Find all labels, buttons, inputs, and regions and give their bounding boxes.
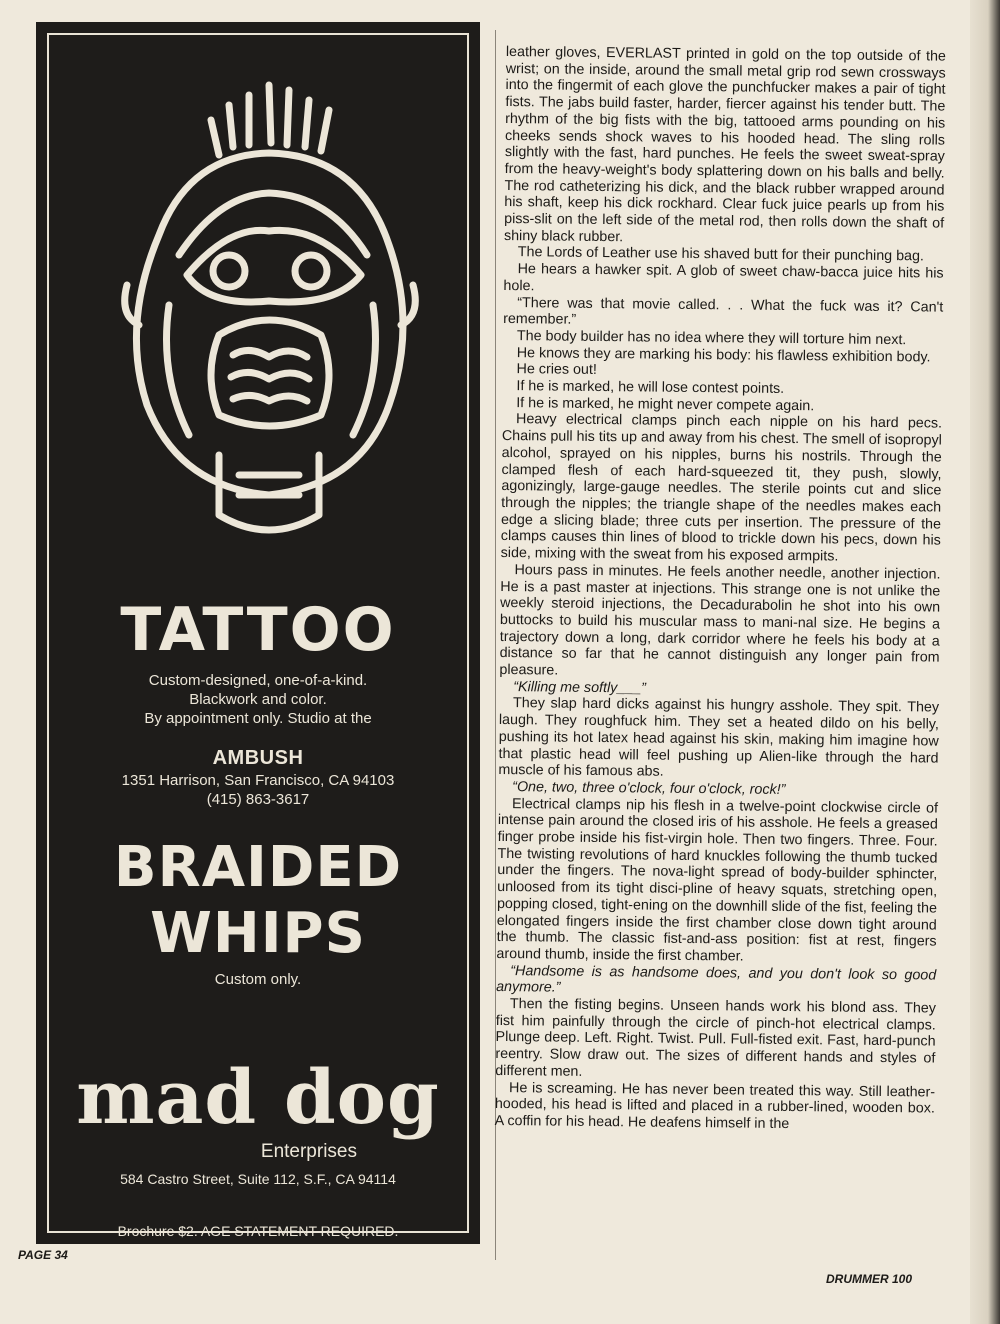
tattoo-line: Custom-designed, one-of-a-kind. xyxy=(148,672,368,689)
enterprises-label: Enterprises xyxy=(260,1141,357,1162)
story-paragraph: They slap hard dicks against his hungry asshole. They spit. They laugh. They roughfuck him. They set a heated dildo on his belly, pushing its hot latex head against his skin, making him imagine how that plastic head will feel pushing up Alien-like through the hard muscle of his famous abs. xyxy=(498,695,940,780)
story-paragraph: He hears a hawker spit. A glob of sweet chaw-bacca juice hits his hole. xyxy=(503,261,944,295)
company-address: 584 Castro Street, Suite 112, S.F., CA 94114 xyxy=(120,1171,396,1187)
whips-heading-line: BRAIDED xyxy=(113,835,403,900)
ad-border xyxy=(47,33,469,1239)
whips-heading xyxy=(49,835,467,967)
story-paragraph: Hours pass in minutes. He feels another needle, another injection. He is a past master at injections. This strange one is not unlike the weekly steroid injections, the Decadurabolin he shot into his own buttocks to build his muscular mass to mani-nal size. He begins a trajectory down a long, dark corridor where he feels his body at a distance so far that he cannot distinguish any longer pain from pleasure. xyxy=(499,561,941,679)
story-paragraph: Then the fisting begins. Unseen hands work his blond ass. They fist him painfully through the circle of pinch-hot electrical clamps. Plunge deep. Left. Right. Twist. Pull. Full-fisted exit. Fast, hard-punch reentry. Slow draw out. The sizes of different hands and styles of different men. xyxy=(495,996,937,1080)
story-paragraph: leather gloves, EVERLAST printed in gold on the top outside of the wrist; on the inside, around the small metal grip rod sewn crossways into the fingermit of each glove the punchfucker makes a pair of tight fists. The jabs build faster, harder, fiercer against his tender butt. The rhythm of the big fists with the big, tattooed arms pounding on his cheeks sends shock waves to his hooded head. The sling rolls slightly with the fast, hard punches. He feels the sweet sweat-spray from the heavy-weight's body splattering down on his balls and belly. The rod catheterizing his dick, and the black rubber wrapped around his shaft, keep his dick rockhard. Clear fuck juice pearls up from his piss-slit on the left side of the metal rod, then rolls down the shaft of shiny black rubber. xyxy=(503,44,946,245)
skull-illustration xyxy=(99,75,439,595)
story-paragraph: The Lords of Leather use his shaved butt for their punching bag. xyxy=(517,244,925,265)
issue-label: DRUMMER 100 xyxy=(826,1272,913,1286)
story-paragraph: The body builder has no idea where they will torture him next. xyxy=(516,328,907,349)
story-paragraph: “There was that movie called. . . What the fuck was it? Can't remember.” xyxy=(503,294,944,328)
whips-heading-line: WHIPS xyxy=(150,901,366,966)
tattoo-description xyxy=(49,671,467,728)
story-paragraph: If he is marked, he will lose contest points. xyxy=(516,378,785,397)
tattoo-line: Blackwork and color. xyxy=(189,691,327,708)
studio-name: AMBUSH xyxy=(212,747,304,769)
tattoo-heading: TATTOO xyxy=(120,595,396,665)
tattoo-line: By appointment only. Studio at the xyxy=(144,710,372,727)
story-paragraph: He is screaming. He has never been treated this way. Still leather-hooded, his head is lifted and placed in a rubber-lined, wooden box. A coffin for his head. He deafens himself in the xyxy=(494,1079,936,1133)
advertisement xyxy=(36,22,480,1244)
story-paragraph: “Handsome is as handsome does, and you don't look so good anymore.” xyxy=(496,962,937,996)
story-paragraph: “Killing me softly___” xyxy=(513,678,647,697)
page-number: PAGE 34 xyxy=(18,1248,68,1262)
story-paragraph: He cries out! xyxy=(516,361,597,379)
story-paragraph: Electrical clamps nip his flesh in a twelve-point clockwise circle of intense pain around the closed iris of his asshole. He feels a greased finger probe inside his fist-virgin hole. Then two fingers. Three. Four. The twisting revolutions of hard knuckles following the thumb tucked under the fingers. The nova-light spread of body-builder sphincter, unloosed from its tight disci-pline of heavy squats, stretching open, popping closed, tight-ening on the downhill slide of the fist, feeling the elongated fingers inside the first chamber close down tight around the thumb. The classic fist-and-ass position: fist at rest, fingers around thumb, inside the first chamber. xyxy=(496,795,939,965)
story-column xyxy=(495,44,946,1134)
studio-address: 1351 Harrison, San Francisco, CA 94103 xyxy=(121,772,395,789)
brochure-note: Brochure $2. AGE STATEMENT REQUIRED. xyxy=(117,1223,399,1239)
story-paragraph: He knows they are marking his body: his flawless exhibition body. xyxy=(516,344,931,366)
page-edge xyxy=(970,0,1000,1324)
mad-dog-logo: mad dog xyxy=(76,1055,440,1141)
story-paragraph: Heavy electrical clamps pinch each nipple on his hard pecs. Chains pull his tits up and away from his chest. The smell of isopropyl alcohol, sprayed on his nipples, burns his nostrils. Through the clamped flesh of each hard-squeezed tit, they push, slowly, agonizingly, large-gauge needles. The sterile points cut and slice through the nipples; the triangle shape of the needles makes each edge a slicing blade; three cuts per insertion. The pressure of the clamps causes thin lines of blood to trickle down his pecs, down his side, mixing with the sweat from his exposed armpits. xyxy=(500,411,943,565)
studio-contact xyxy=(49,771,467,809)
story-paragraph: If he is marked, he might never compete again. xyxy=(516,394,815,415)
studio-phone: (415) 863-3617 xyxy=(206,791,310,808)
story-paragraph: “One, two, three o'clock, four o'clock, rock!” xyxy=(512,779,786,798)
whips-note: Custom only. xyxy=(214,971,302,988)
